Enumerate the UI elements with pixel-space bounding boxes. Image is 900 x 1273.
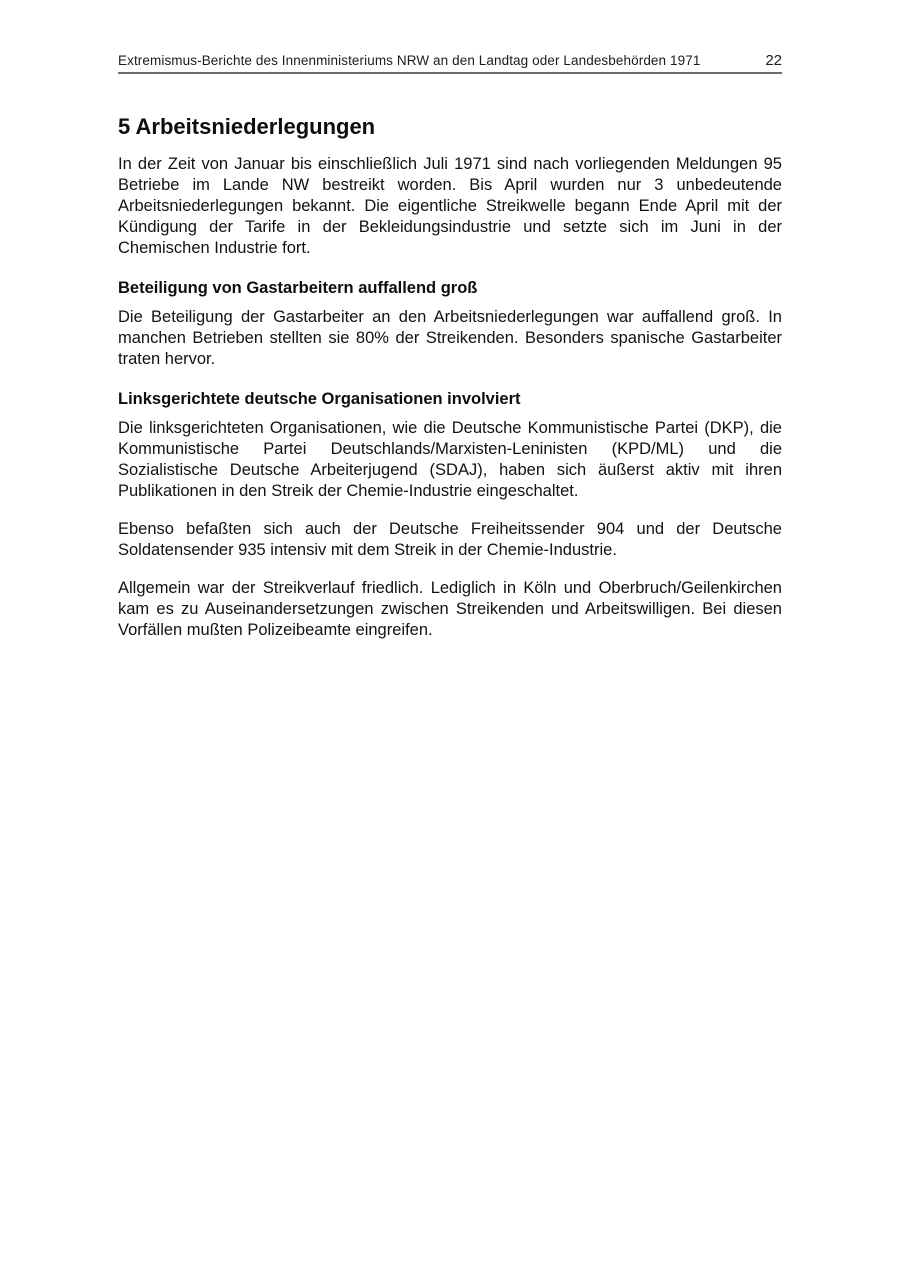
page-number: 22 (765, 52, 782, 69)
paragraph-sender: Ebenso befaßten sich auch der Deutsche Freiheitssender 904 und der Deutsche Soldatensender 935 intensiv mit dem Streik in der Chemie-Industrie. (118, 520, 782, 559)
section-heading: 5 Arbeitsniederlegungen (118, 114, 376, 139)
running-header-title: Extremismus-Berichte des Innenministeriums NRW an den Landtag oder Landesbehörden 1971 (118, 53, 701, 68)
intro-paragraph: In der Zeit von Januar bis einschließlich Juli 1971 sind nach vorliegenden Meldungen 95 Betriebe im Lande NW bestreikt worden. Bis April wurden nur 3 unbedeutende Arbeitsniederlegungen bekannt. Die eigentliche Streikwelle begann Ende April mit der Kündigung der Tarife in der Bekleidungsindustrie und setzte sich im Juni in der Chemischen Industrie fort. (118, 155, 782, 257)
running-header (118, 53, 782, 74)
paragraph-gastarbeiter: Die Beteiligung der Gastarbeiter an den Arbeitsniederlegungen war auffallend groß. In manchen Betrieben stellten sie 80% der Streikenden. Besonders spanische Gastarbeiter traten hervor. (118, 308, 782, 368)
subheading-gastarbeiter: Beteiligung von Gastarbeitern auffallend groß (118, 279, 478, 297)
subheading-organisationen: Linksgerichtete deutsche Organisationen involviert (118, 390, 521, 408)
paragraph-streikverlauf: Allgemein war der Streikverlauf friedlich. Lediglich in Köln und Oberbruch/Geilenkirchen kam es zu Auseinandersetzungen zwischen Streikenden und Arbeitswilligen. Bei diesen Vorfällen mußten Polizeibeamte eingreifen. (118, 579, 782, 639)
paragraph-organisationen: Die linksgerichteten Organisationen, wie die Deutsche Kommunistische Partei (DKP), die Kommunistische Partei Deutschlands/Marxisten-Leninisten (KPD/ML) und die Sozialistische Deutsche Arbeiterjugend (SDAJ), haben sich äußerst aktiv mit ihren Publikationen in den Streik der Chemie-Industrie eingeschaltet. (118, 419, 782, 500)
